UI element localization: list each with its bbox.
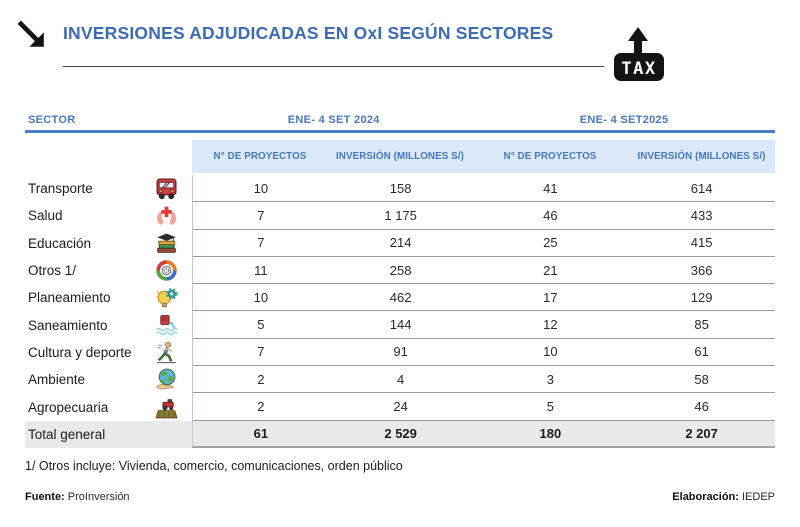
total-label-cell: [25, 421, 192, 449]
sector-cell: [25, 257, 192, 284]
source-label: Fuente:: [25, 491, 65, 503]
investment-2024-value: 24: [393, 399, 408, 415]
projects-2025-value: 41: [543, 180, 558, 196]
projects-2025-value: 21: [543, 262, 558, 278]
col-header-projects-2024: N° DE PROYECTOS: [213, 151, 307, 162]
investment-2024-value: 91: [393, 344, 408, 360]
footnote: 1/ Otros incluye: Vivienda, comercio, comunicaciones, orden público: [25, 459, 403, 473]
table-row-cultura-deporte: [25, 339, 775, 366]
investment-2024-value: 4: [397, 371, 405, 387]
row-values: [192, 366, 775, 393]
projects-2025-value: 3: [546, 371, 554, 387]
sector-label: Cultura y deporte: [28, 344, 132, 360]
table-row-agropecuaria: [25, 393, 775, 420]
projects-2024-value: 5: [257, 317, 265, 333]
sector-label: Transporte: [28, 181, 93, 197]
projects-2025-value: 10: [543, 344, 558, 360]
projects-2025-value: 46: [543, 207, 558, 223]
total-projects-2025: 180: [539, 425, 562, 441]
earth-hand-icon: [154, 367, 179, 392]
water-sanitation-icon: [154, 313, 179, 338]
elaboration-line: [672, 491, 775, 503]
investment-2024-value: 462: [389, 289, 412, 305]
sector-cell: [25, 366, 192, 393]
row-values: [192, 393, 775, 420]
total-investment-2024: 2 529: [384, 425, 417, 441]
sector-cell: [25, 175, 192, 202]
row-values: [192, 257, 775, 284]
subheader-band: [192, 140, 775, 173]
page-title: INVERSIONES ADJUDICADAS EN OxI SEGÚN SECTORES: [63, 23, 554, 43]
projects-2025-value: 25: [543, 235, 558, 251]
sector-cell: [25, 339, 192, 366]
elaboration-value: IEDEP: [741, 491, 775, 503]
total-projects-2024: 61: [253, 425, 269, 441]
investment-2024-value: 144: [389, 317, 412, 333]
col-header-investment-2025: INVERSIÓN (MILLONES S/): [637, 151, 766, 162]
table-row-transporte: [25, 175, 775, 202]
sector-cell: [25, 202, 192, 229]
projects-2024-value: 2: [257, 371, 265, 387]
projects-2024-value: 7: [257, 344, 265, 360]
row-values: [192, 311, 775, 338]
row-values: [192, 339, 775, 366]
projects-2025-value: 5: [546, 399, 554, 415]
period-2025-header: ENE- 4 SET2025: [579, 114, 669, 126]
table-row-otros: [25, 257, 775, 284]
investment-2024-value: 158: [389, 180, 412, 196]
table-row-total: [25, 421, 775, 449]
investment-2025-value: 58: [694, 371, 709, 387]
row-values: [192, 202, 775, 229]
investment-2025-value: 129: [690, 289, 713, 305]
projects-2024-value: 2: [257, 399, 265, 415]
sector-label: Otros 1/: [28, 263, 77, 279]
projects-2024-value: 10: [253, 180, 269, 196]
source-line: [25, 491, 130, 503]
table-row-educacion: [25, 230, 775, 257]
investment-2024-value: 1 175: [384, 207, 417, 223]
books-graduation-icon: [154, 231, 179, 256]
investment-2024-value: 214: [389, 235, 412, 251]
sector-cell: [25, 393, 192, 420]
projects-2024-value: 7: [257, 207, 265, 223]
multicolor-rings-icon: [154, 258, 179, 283]
tax-sign-label: TAX: [621, 59, 657, 79]
row-values: [192, 175, 775, 202]
health-hands-cross-icon: [154, 203, 179, 228]
investment-2025-value: 433: [690, 207, 713, 223]
projects-2024-value: 10: [253, 289, 269, 305]
tax-sign-icon: [606, 26, 670, 84]
period-2024-header: ENE- 4 SET 2024: [287, 114, 380, 126]
sector-cell: [25, 311, 192, 338]
table-row-saneamiento: [25, 311, 775, 338]
bulb-gear-icon: [154, 285, 179, 310]
investment-2025-value: 61: [694, 344, 709, 360]
row-values: [192, 230, 775, 257]
source-value: ProInversión: [67, 491, 130, 503]
investment-2025-value: 366: [690, 262, 713, 278]
bus-icon: [154, 176, 179, 201]
investment-2025-value: 415: [690, 235, 713, 251]
sector-label: Agropecuaria: [28, 399, 109, 415]
title-divider: [63, 66, 604, 67]
sector-label: Salud: [28, 208, 63, 224]
sector-label: Educación: [28, 235, 92, 251]
table-body: [25, 175, 775, 448]
projects-2025-value: 12: [543, 317, 558, 333]
investment-2025-value: 85: [694, 317, 709, 333]
runner-icon: [154, 340, 179, 365]
total-label: Total general: [28, 426, 106, 442]
row-values: [192, 284, 775, 311]
tractor-field-icon: [154, 395, 179, 420]
sector-label: Planeamiento: [28, 290, 111, 306]
investment-2025-value: 614: [690, 180, 713, 196]
sector-cell: [25, 284, 192, 311]
table-row-ambiente: [25, 366, 775, 393]
sector-label: Ambiente: [28, 372, 86, 388]
investment-2025-value: 46: [694, 399, 709, 415]
projects-2024-value: 7: [257, 235, 265, 251]
projects-2025-value: 17: [543, 289, 558, 305]
total-values: [192, 421, 775, 449]
total-investment-2025: 2 207: [685, 425, 718, 441]
col-header-projects-2025: N° DE PROYECTOS: [503, 151, 597, 162]
sector-label: Saneamiento: [28, 317, 108, 333]
sector-column-header: SECTOR: [28, 114, 76, 126]
table-header-row: [25, 102, 775, 133]
col-header-investment-2024: INVERSIÓN (MILLONES S/): [335, 151, 465, 162]
sector-cell: [25, 230, 192, 257]
diagonal-down-arrow-icon: [15, 18, 47, 50]
investment-2024-value: 258: [389, 262, 412, 278]
table-row-planeamiento: [25, 284, 775, 311]
projects-2024-value: 11: [254, 262, 268, 278]
elaboration-label: Elaboración:: [672, 491, 739, 503]
table-row-salud: [25, 202, 775, 229]
